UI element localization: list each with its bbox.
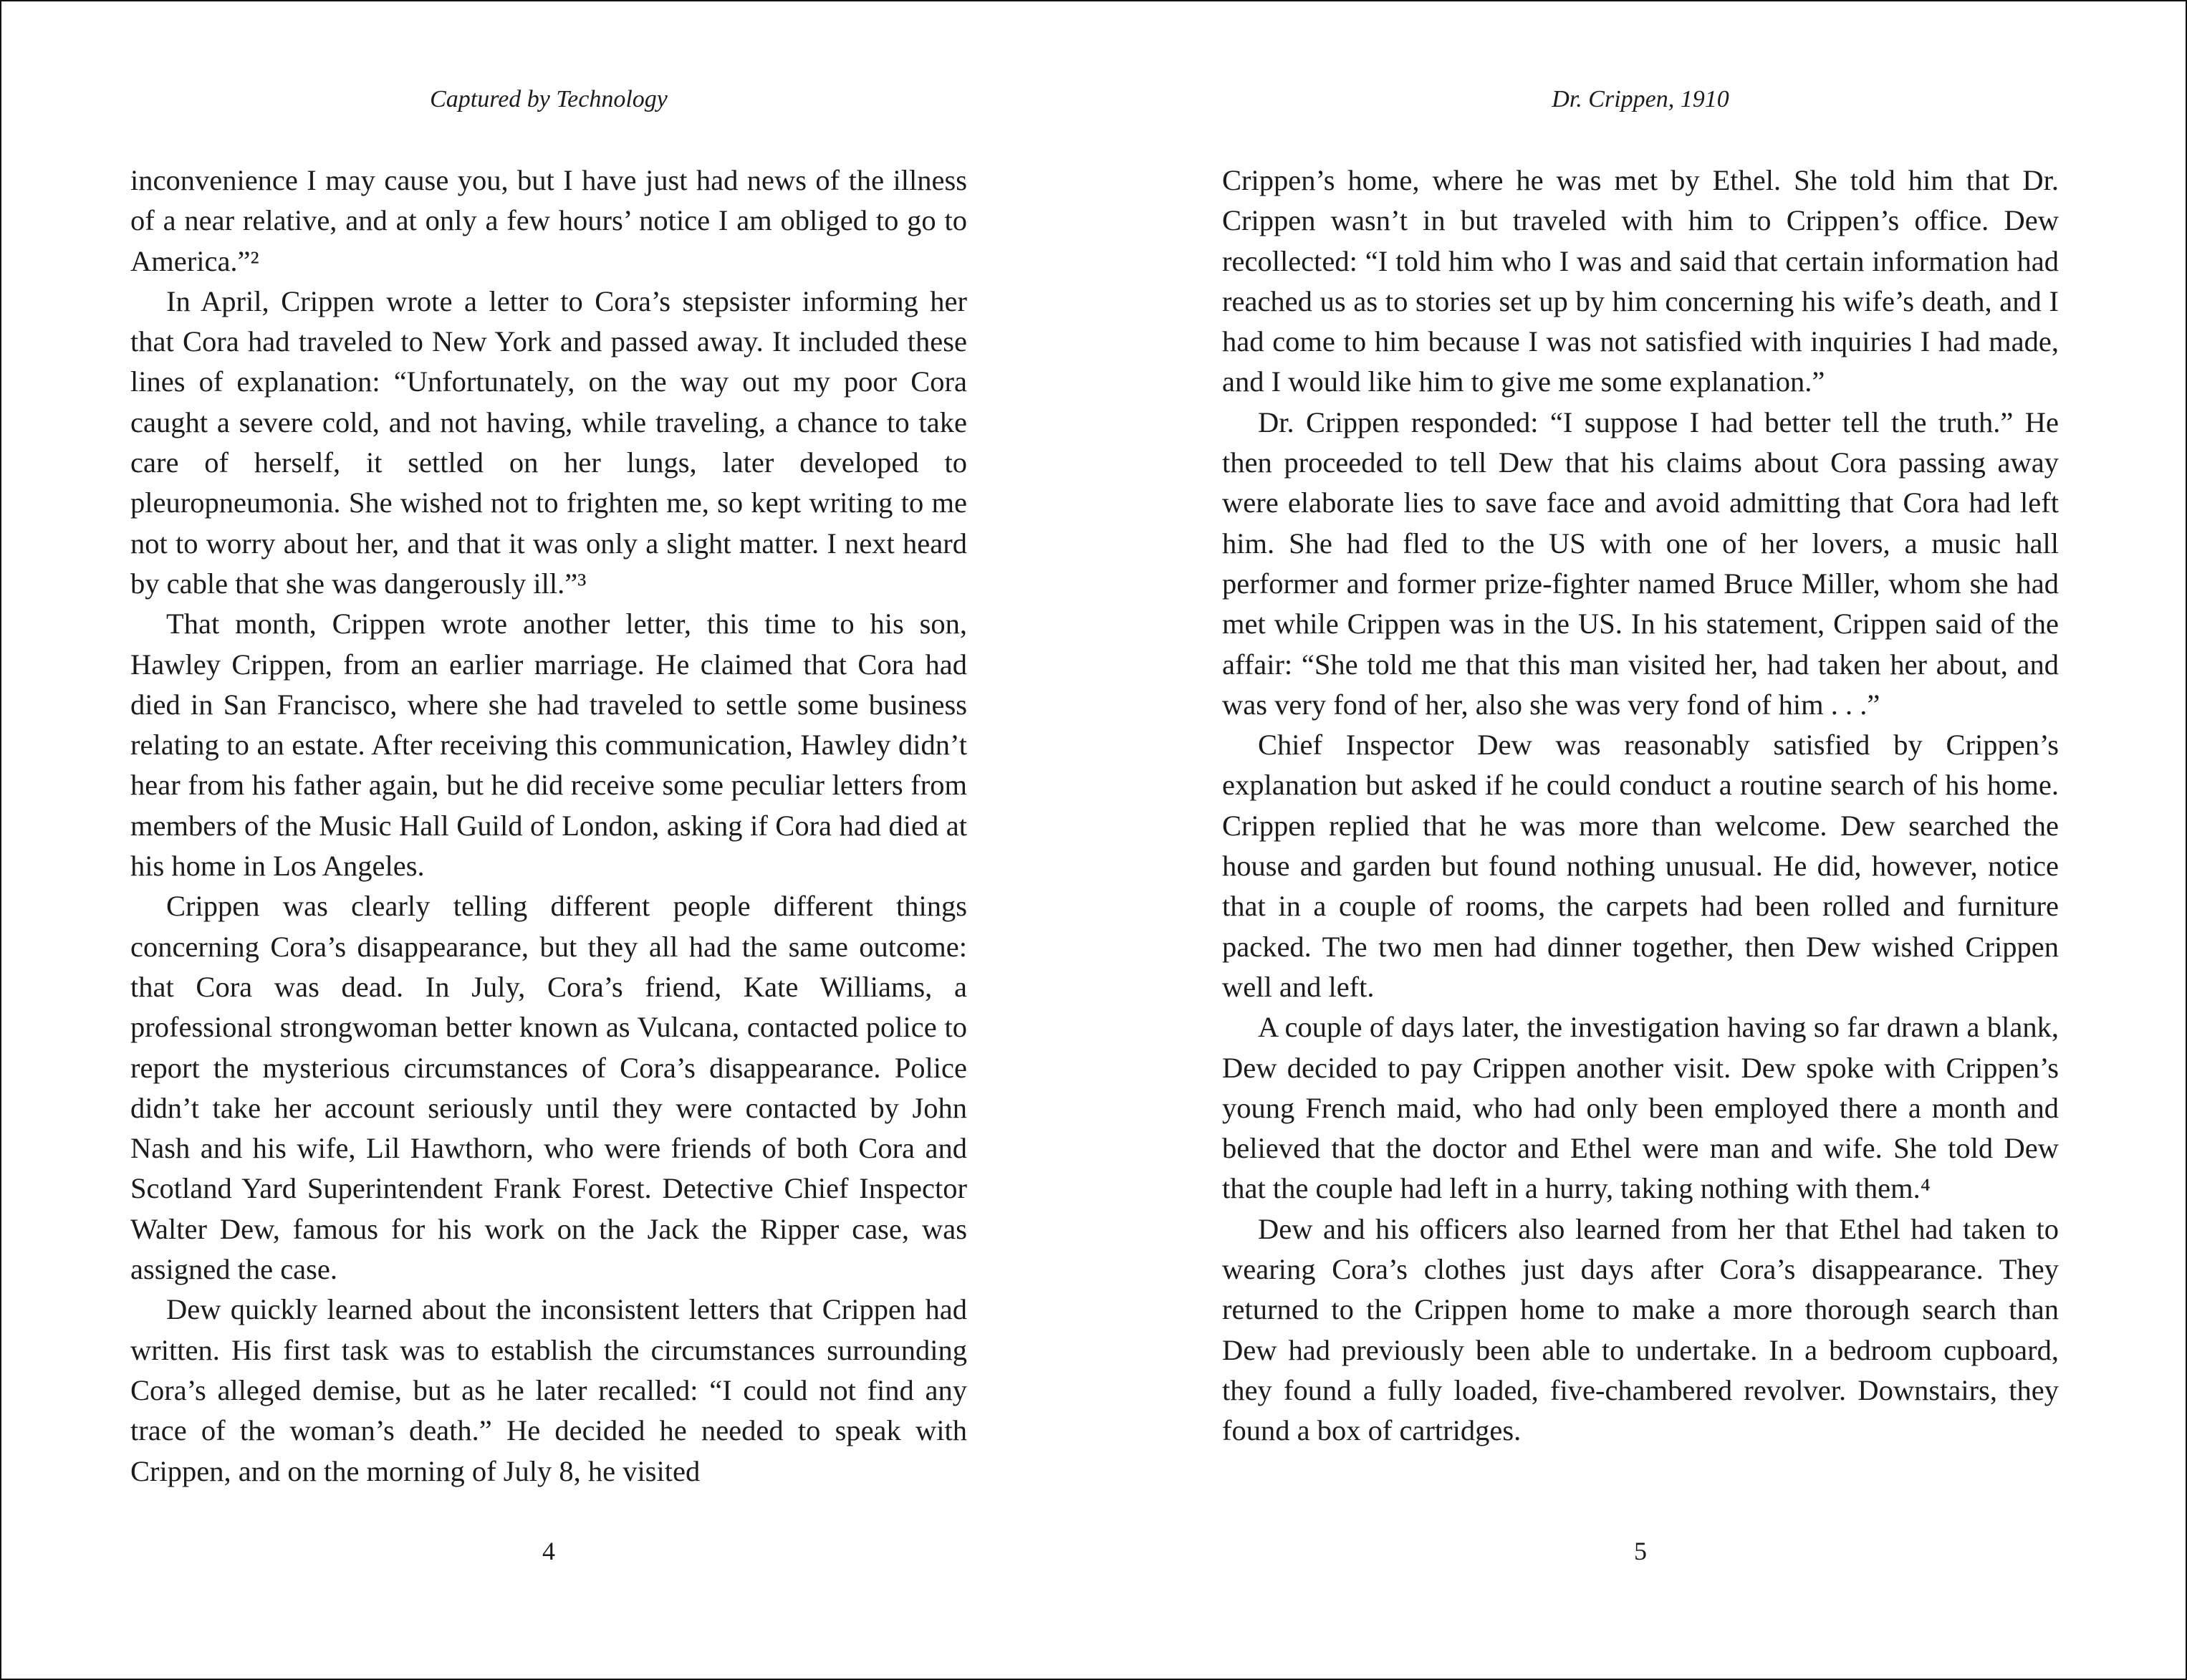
paragraph: Dr. Crippen responded: “I suppose I had better tell the truth.” He then proceeded to tell Dew that his claims about Cora passing away were elaborate lies to save face and avoid admitting that Cora had left him. She had fled to the US with one of her lovers, a music hall performer and former prize-fighter named Bruce Miller, whom she had met while Crippen was in the US. In his statement, Crippen said of the affair: “She told me that this man visited her, had taken her about, and was very fond of her, also she was very fond of him . . .”	[1222, 405, 2059, 721]
paragraph: inconvenience I may cause you, but I have just had news of the illness of a near relative, and at only a few hours’ notice I am obliged to go to America.”²	[130, 164, 967, 277]
paragraph: Chief Inspector Dew was reasonably satisfied by Crippen’s explanation but asked if he could conduct a routine search of his home. Crippen replied that he was more than welcome. Dew searched the house and garden but found nothing unusual. He did, however, notice that in a couple of rooms, the carpets had been rolled and furniture packed. The two men had dinner together, then Dew wished Crippen well and left.	[1222, 729, 2059, 1003]
running-head-right: Dr. Crippen, 1910	[1552, 86, 1729, 112]
paragraph: Dew and his officers also learned from her that Ethel had taken to wearing Cora’s clothes just days after Cora’s disappearance. They returned to the Crippen home to make a more thorough search than Dew had previously been able to undertake. In a bedroom cupboard, they found a fully loaded, five-chambered revolver. Downstairs, they found a box of cartridges.	[1222, 1212, 2059, 1447]
right-page	[1222, 1, 2059, 1679]
paragraph: Crippen’s home, where he was met by Ethel. She told him that Dr. Crippen wasn’t in but traveled with him to Crippen’s office. Dew recollected: “I told him who I was and said that certain information had reached us as to stories set up by him concerning his wife’s death, and I had come to him because I was not satisfied with inquiries I had made, and I would like him to give me some explanation.”	[1222, 164, 2059, 398]
running-head-left: Captured by Technology	[430, 86, 668, 112]
page-number-right: 5	[1634, 1537, 1647, 1565]
right-page-body	[1222, 160, 2059, 1451]
paragraph: That month, Crippen wrote another letter, this time to his son, Hawley Crippen, from an earlier marriage. He claimed that Cora had died in San Francisco, where she had traveled to settle some business relating to an estate. After receiving this communication, Hawley didn’t hear from his father again, but he did receive some peculiar letters from members of the Music Hall Guild of London, asking if Cora had died at his home in Los Angeles.	[130, 608, 967, 883]
left-page-body	[130, 160, 967, 1492]
paragraph: In April, Crippen wrote a letter to Cora’s stepsister informing her that Cora had traveled to New York and passed away. It included these lines of explanation: “Unfortunately, on the way out my poor Cora caught a severe cold, and not having, while traveling, a chance to take care of herself, it settled on her lungs, later developed to pleuropneumonia. She wished not to frighten me, so kept writing to me not to worry about her, and that it was only a slight matter. I next heard by cable that she was dangerously ill.”³	[130, 284, 967, 600]
paragraph: Dew quickly learned about the inconsistent letters that Crippen had written. His first task was to establish the circumstances surrounding Cora’s alleged demise, but as he later recalled: “I could not find any trace of the woman’s death.” He decided he needed to speak with Crippen, and on the morning of July 8, he visited	[130, 1293, 967, 1487]
paragraph: A couple of days later, the investigation having so far drawn a blank, Dew decided to pay Crippen another visit. Dew spoke with Crippen’s young French maid, who had only been employed there a month and believed that the doctor and Ethel were man and wife. She told Dew that the couple had left in a hurry, taking nothing with them.⁴	[1222, 1011, 2059, 1205]
paragraph: Crippen was clearly telling different people different things concerning Cora’s disappearance, but they all had the same outcome: that Cora was dead. In July, Cora’s friend, Kate Williams, a professional strongwoman better known as Vulcana, contacted police to report the mysterious circumstances of Cora’s disappearance. Police didn’t take her account seriously until they were contacted by John Nash and his wife, Lil Hawthorn, who were friends of both Cora and Scotland Yard Superintendent Frank Forest. Detective Chief Inspector Walter Dew, famous for his work on the Jack the Ripper case, was assigned the case.	[130, 890, 967, 1286]
page-number-left: 4	[542, 1537, 555, 1565]
left-page	[130, 1, 967, 1679]
